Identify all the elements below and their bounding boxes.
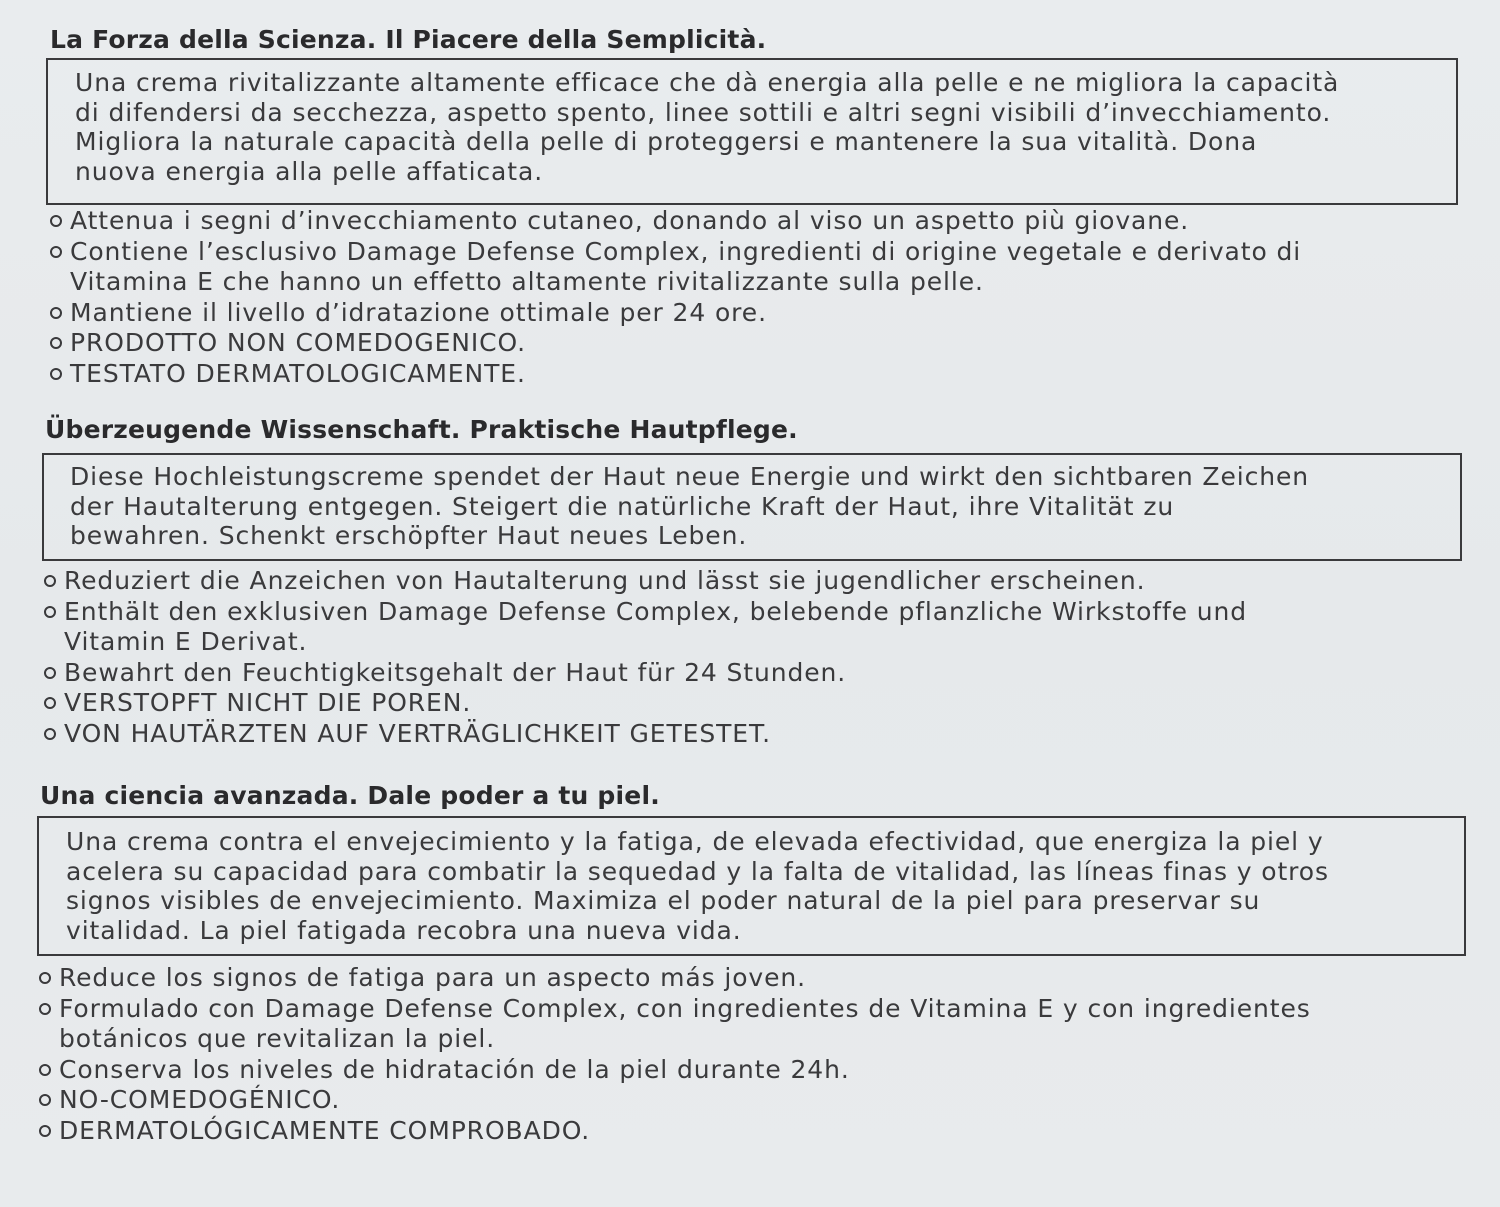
list-item: Reduziert die Anzeichen von Hautalterung und lässt sie jugendlicher erscheinen. — [42, 566, 1247, 597]
list-item: Bewahrt den Feuchtigkeitsgehalt der Haut für 24 Stunden. — [42, 658, 1247, 689]
section-german — [0, 400, 1500, 770]
circle-bullet-icon — [50, 368, 62, 380]
description-line: Una crema rivitalizzante altamente efficace che dà energia alla pelle e ne migliora la capacità — [75, 68, 1340, 97]
description-line: der Hautalterung entgegen. Steigert die natürliche Kraft der Haut, ihre Vitalität zu — [70, 491, 1175, 521]
description-line: signos visibles de envejecimiento. Maximiza el poder natural de la piel para preservar su — [66, 886, 1261, 915]
circle-bullet-icon — [39, 972, 51, 984]
description-box — [46, 58, 1458, 205]
circle-bullet-icon — [50, 215, 62, 227]
circle-bullet-icon — [39, 1064, 51, 1076]
description-line: vitalidad. La piel fatigada recobra una nueva vida. — [66, 915, 742, 945]
description-line: di difendersi da secchezza, aspetto spento, linee sottili e altri segni visibili d’invecchiamento. — [75, 97, 1332, 127]
section-heading: Überzeugende Wissenschaft. Praktische Hautpflege. — [45, 415, 798, 444]
section-heading: La Forza della Scienza. Il Piacere della Semplicità. — [50, 25, 767, 54]
description-line: bewahren. Schenkt erschöpfter Haut neues Leben. — [70, 521, 748, 550]
list-item: VERSTOPFT NICHT DIE POREN. — [42, 688, 1247, 719]
circle-bullet-icon — [50, 246, 62, 258]
list-item: Reduce los signos de fatiga para un aspecto más joven. — [37, 963, 1311, 994]
description-line: nuova energia alla pelle affaticata. — [75, 156, 544, 186]
list-item: Contiene l’esclusivo Damage Defense Complex, ingredienti di origine vegetale e derivato di Vitamina E che hanno un effetto altamente rivitalizzante sulla pelle. — [48, 237, 1301, 298]
circle-bullet-icon — [39, 1003, 51, 1015]
section-italian — [0, 0, 1500, 400]
benefit-list — [37, 963, 1311, 1146]
list-item: Conserva los niveles de hidratación de la piel durante 24h. — [37, 1055, 1311, 1086]
list-item: Mantiene il livello d’idratazione ottimale per 24 ore. — [48, 298, 1301, 329]
description-box — [42, 453, 1462, 561]
description-line: Diese Hochleistungscreme spendet der Haut neue Energie und wirkt den sichtbaren Zeichen — [70, 462, 1310, 491]
list-item: NO-COMEDOGÉNICO. — [37, 1085, 1311, 1116]
circle-bullet-icon — [44, 667, 56, 679]
benefit-list — [48, 206, 1301, 389]
description-line: acelera su capacidad para combatir la sequedad y la falta de vitalidad, las líneas finas y otros — [66, 856, 1329, 886]
list-item: PRODOTTO NON COMEDOGENICO. — [48, 328, 1301, 359]
list-item: TESTATO DERMATOLOGICAMENTE. — [48, 359, 1301, 390]
circle-bullet-icon — [44, 606, 56, 618]
circle-bullet-icon — [39, 1125, 51, 1137]
section-spanish — [0, 770, 1500, 1207]
list-item: VON HAUTÄRZTEN AUF VERTRÄGLICHKEIT GETESTET. — [42, 719, 1247, 750]
circle-bullet-icon — [50, 337, 62, 349]
list-item: Attenua i segni d’invecchiamento cutaneo, donando al viso un aspetto più giovane. — [48, 206, 1301, 237]
circle-bullet-icon — [44, 697, 56, 709]
list-item: Enthält den exklusiven Damage Defense Complex, belebende pflanzliche Wirkstoffe und Vitamin E Derivat. — [42, 597, 1247, 658]
description-line: Migliora la naturale capacità della pelle di proteggersi e mantenere la sua vitalità. Dona — [75, 127, 1258, 156]
description-line: Una crema contra el envejecimiento y la fatiga, de elevada efectividad, que energiza la piel y — [66, 827, 1324, 856]
circle-bullet-icon — [50, 307, 62, 319]
benefit-list — [42, 566, 1247, 749]
list-item: Formulado con Damage Defense Complex, con ingredientes de Vitamina E y con ingredientes botánicos que revitalizan la piel. — [37, 994, 1311, 1055]
circle-bullet-icon — [44, 728, 56, 740]
circle-bullet-icon — [44, 575, 56, 587]
description-box — [37, 816, 1466, 956]
circle-bullet-icon — [39, 1094, 51, 1106]
section-heading: Una ciencia avanzada. Dale poder a tu piel. — [40, 781, 660, 810]
list-item: DERMATOLÓGICAMENTE COMPROBADO. — [37, 1116, 1311, 1147]
